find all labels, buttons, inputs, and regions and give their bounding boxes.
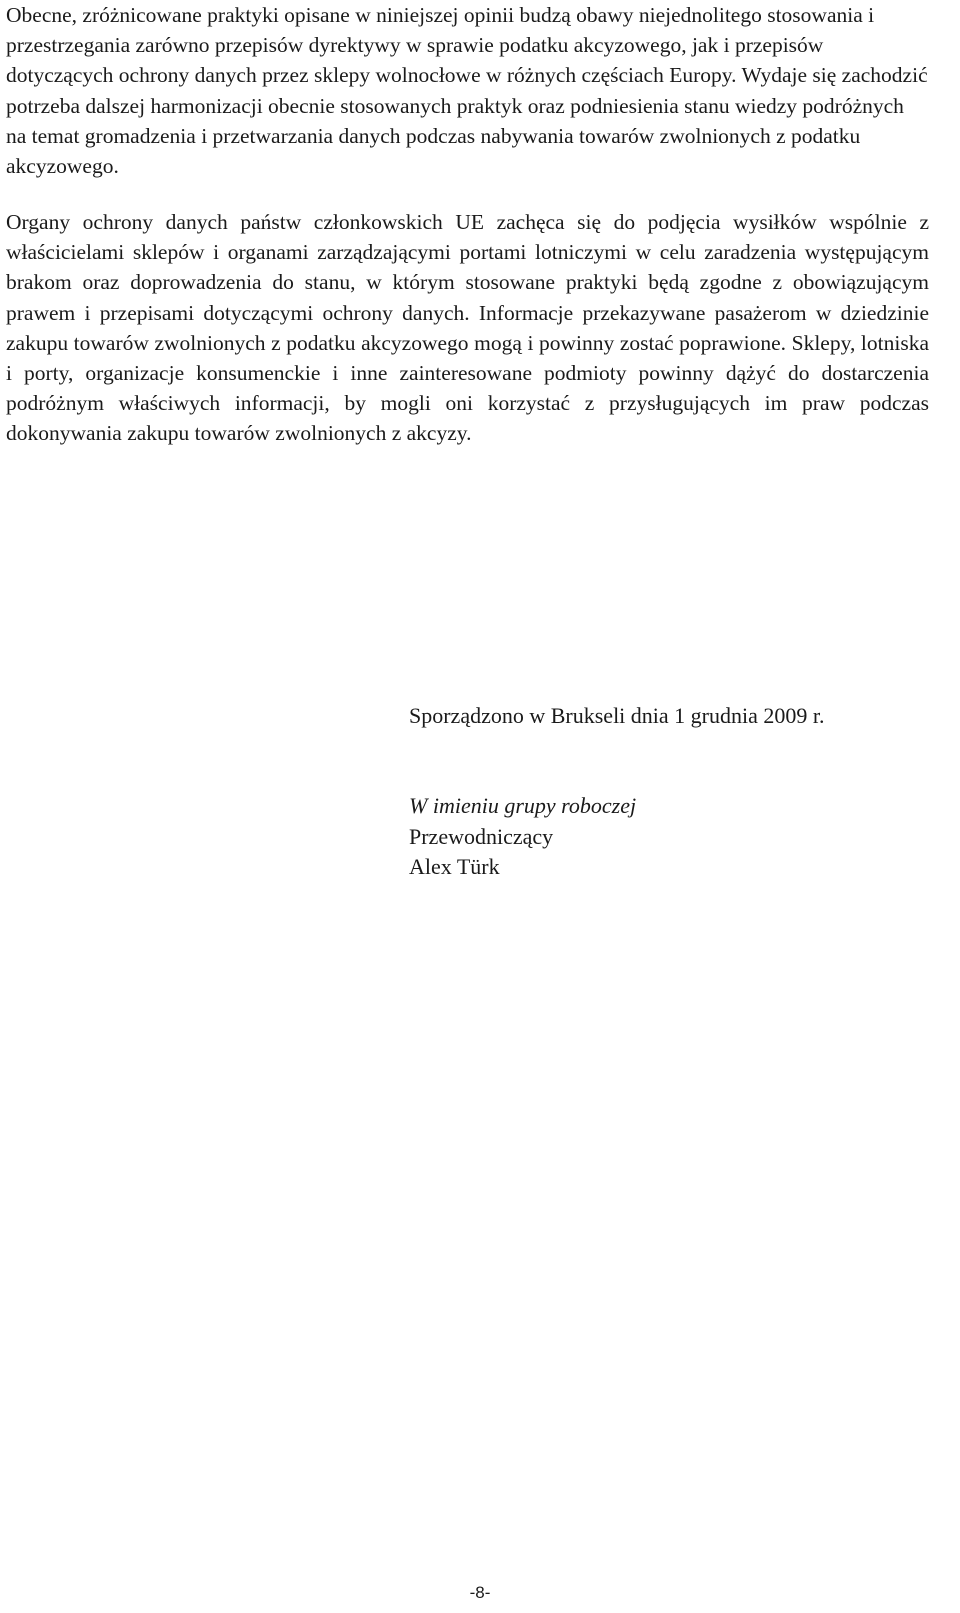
place-date: Sporządzono w Brukseli dnia 1 grudnia 2009 r. [409,703,825,728]
signature-role: Przewodniczący [409,823,554,849]
paragraph-1 [6,0,929,181]
page-number: -8- [469,1583,491,1602]
paragraph-2 [6,207,929,449]
paragraph-1-text: Obecne, zróżnicowane praktyki opisane w niniejszej opinii budzą obawy niejednolitego stosowania i przestrzegania zarówno przepisów dyrektywy w sprawie podatku akcyzowego, jak i przepisów dotyczących ochrony danych przez sklepy wolnocłowe w różnych częściach Europy. Wydaje się zachodzić potrzeba dalszej harmonizacji obecnie stosowanych praktyk oraz podniesienia stanu wiedzy podróżnych na temat gromadzenia i przetwarzania danych podczas nabywania towarów zwolnionych z podatku akcyzowego. [6,3,928,179]
signature-name: Alex Türk [409,854,500,879]
signature-block [409,791,636,883]
signature-on-behalf: W imieniu grupy roboczej [409,793,637,818]
paragraph-2-text: Organy ochrony danych państw członkowskich UE zachęca się do podjęcia wysiłków wspólnie z właścicielami sklepów i organami zarządzającymi portami lotniczymi w celu zaradzenia występującym brakom oraz doprowadzenia do stanu, w którym stosowane praktyki będą zgodne z obowiązującym prawem i przepisami dotyczącymi ochrony danych. Informacje przekazywane pasażerom w dziedzinie zakupu towarów zwolnionych z podatku akcyzowego mogą i powinny zostać poprawione. Sklepy, lotniska i porty, organizacje konsumenckie i inne zainteresowane podmioty powinny dążyć do dostarczenia podróżnym właściwych informacji, by mogli oni korzystać z przysługujących im praw podczas dokonywania zakupu towarów zwolnionych z akcyzy. [6,210,929,446]
